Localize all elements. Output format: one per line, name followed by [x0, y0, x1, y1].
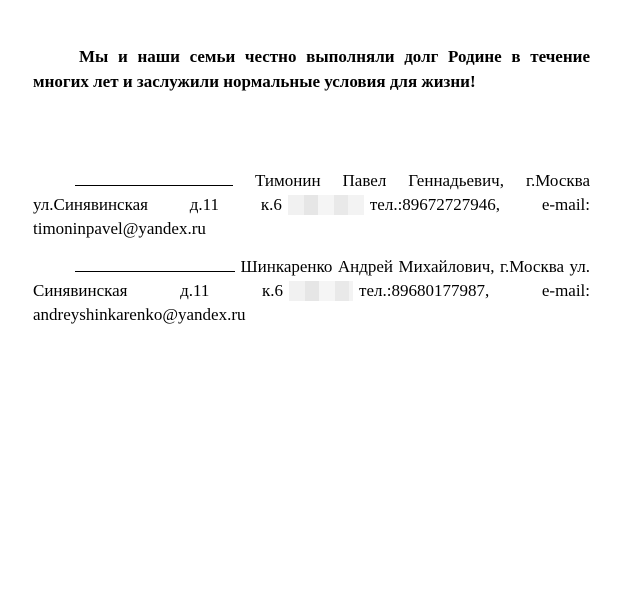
signer-phone: тел.:89672727946,	[369, 195, 501, 214]
signer-email: andreyshinkarenko@yandex.ru	[33, 305, 246, 324]
signer-email-label: e-mail:	[541, 281, 591, 300]
statement-paragraph: Мы и наши семьи честно выполняли долг Родине в течение многих лет и заслужили нормальные условия для жизни!	[33, 47, 590, 91]
signature-line	[75, 171, 233, 186]
signer-name: Шинкаренко Андрей Михайлович,	[240, 257, 495, 276]
signer-email: timoninpavel@yandex.ru	[33, 219, 206, 238]
signer-address: г.Москва ул.Синявинская д.11 к.6	[33, 171, 591, 214]
redacted-block	[289, 281, 353, 301]
signer-entry	[33, 255, 590, 327]
signer-name: Тимонин Павел Геннадьевич,	[254, 171, 504, 190]
signer-phone: тел.:89680177987,	[359, 281, 490, 300]
signer-entry	[33, 169, 590, 241]
signature-line	[75, 257, 235, 272]
redacted-block	[288, 195, 364, 215]
signer-address: г.Москва ул. Синявинская д.11 к.6	[33, 257, 591, 300]
signer-email-label: e-mail:	[541, 195, 590, 214]
document-page	[33, 44, 591, 324]
